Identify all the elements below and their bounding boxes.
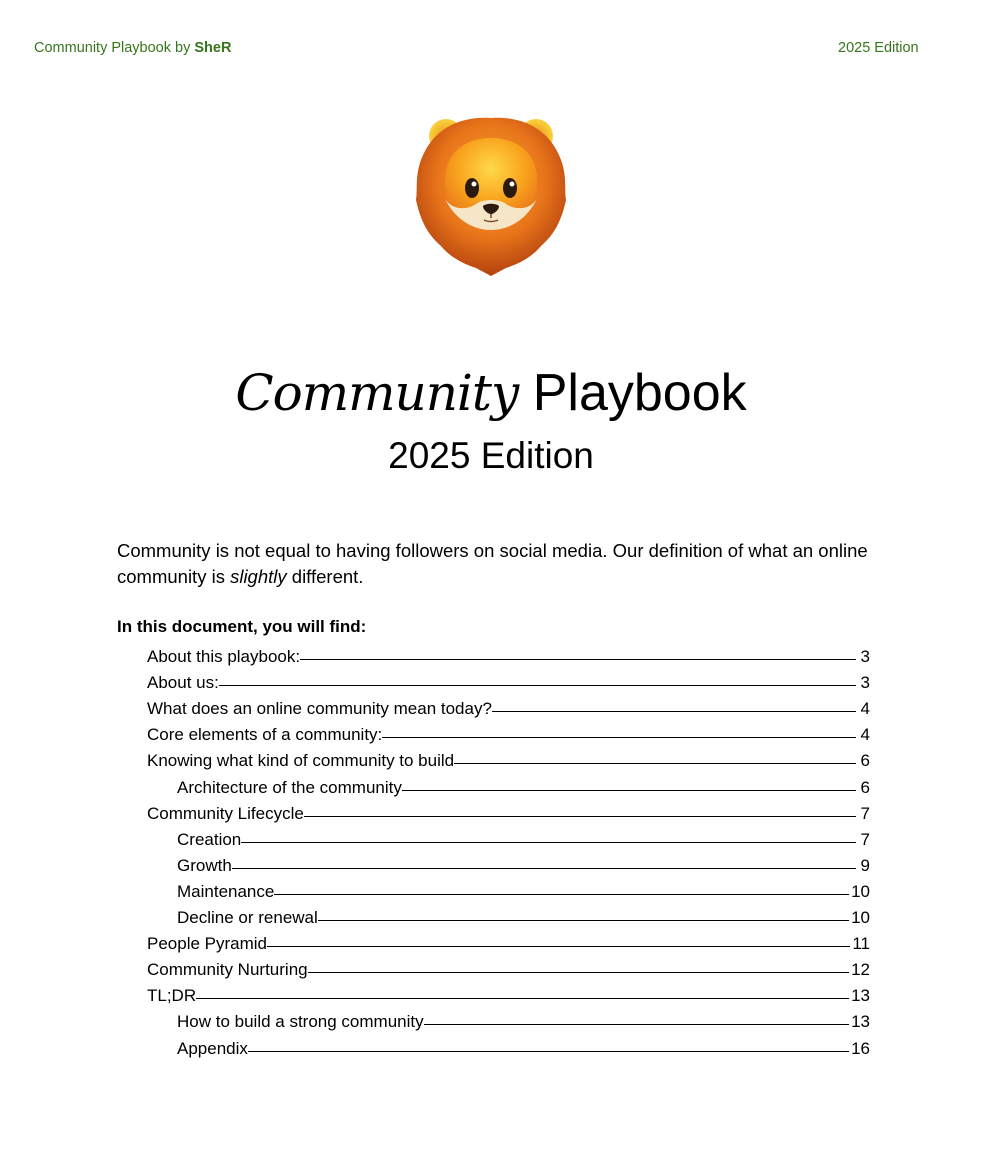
toc-entry-page-number: 9 — [860, 855, 870, 875]
toc-leader-line — [274, 894, 849, 895]
toc-entry[interactable] — [147, 670, 870, 696]
header-right: 2025 Edition — [838, 40, 919, 56]
toc-leader-line — [196, 998, 849, 999]
document-subtitle: 2025 Edition — [388, 435, 594, 476]
toc-entry-page-number: 7 — [860, 829, 870, 849]
title-plain-part: Playbook — [518, 364, 747, 422]
toc-leader-line — [232, 868, 856, 869]
toc-entry-page-number: 6 — [860, 751, 870, 771]
toc-leader-line — [300, 659, 856, 660]
header-brand: SheR — [194, 40, 232, 56]
toc-leader-line — [241, 842, 856, 843]
toc-leader-line — [492, 711, 856, 712]
toc-entry[interactable] — [177, 827, 870, 853]
toc-entry-label: Appendix — [177, 1038, 248, 1058]
toc-leader-line — [267, 946, 850, 947]
intro-paragraph — [117, 538, 877, 590]
toc-entry-label: Knowing what kind of community to build — [147, 751, 455, 771]
toc-entry-label: Growth — [177, 855, 232, 875]
toc-entry-page-number: 3 — [860, 673, 870, 693]
toc-entry-page-number: 11 — [852, 934, 870, 954]
toc-entry-label: How to build a strong community — [177, 1012, 424, 1032]
toc-entry-page-number: 4 — [860, 725, 870, 745]
toc-entry[interactable] — [177, 1036, 870, 1062]
toc-entry-page-number: 4 — [860, 699, 870, 719]
toc-entry-label: Decline or renewal — [177, 908, 318, 927]
title-italic-part: Community — [235, 364, 519, 422]
toc-entry-page-number: 12 — [851, 960, 870, 980]
toc-entry[interactable] — [147, 644, 870, 670]
toc-entry[interactable] — [177, 905, 870, 931]
toc-entry-page-number: 13 — [851, 1012, 870, 1032]
toc-entry[interactable] — [147, 931, 870, 957]
toc-leader-line — [304, 816, 856, 817]
lion-emoji-icon — [406, 108, 576, 280]
toc-entry-page-number: 16 — [851, 1038, 870, 1058]
document-title — [0, 358, 982, 428]
toc-leader-line — [308, 972, 849, 973]
toc-entry-label: About us: — [147, 673, 219, 693]
toc-heading: In this document, you will find: — [117, 617, 367, 636]
toc-entry-page-number: 3 — [860, 647, 870, 666]
toc-leader-line — [219, 685, 856, 686]
toc-leader-line — [402, 790, 856, 791]
intro-text-after: different. — [286, 566, 364, 587]
toc-entry-label: Architecture of the community — [177, 777, 402, 797]
toc-entry[interactable] — [147, 957, 870, 983]
intro-text-before: Community is not equal to having followers on social media. Our definition of what an online community is — [117, 540, 868, 587]
toc-entry-label: About this playbook: — [147, 647, 301, 666]
toc-entry-label: Creation — [177, 829, 242, 849]
toc-entry[interactable] — [177, 853, 870, 879]
toc-entry-page-number: 10 — [851, 881, 870, 901]
toc-leader-line — [382, 737, 856, 738]
toc-leader-line — [248, 1051, 849, 1052]
toc-entry-page-number: 6 — [860, 777, 870, 797]
toc-entry[interactable] — [147, 801, 870, 827]
toc-entry-page-number: 10 — [851, 908, 870, 927]
toc-entry[interactable] — [177, 775, 870, 801]
toc-entry-label: Core elements of a community: — [147, 725, 383, 745]
toc-entry-label: Community Nurturing — [147, 960, 308, 980]
toc-entry[interactable] — [147, 722, 870, 748]
header-left — [34, 40, 231, 56]
toc-entry-page-number: 7 — [860, 803, 870, 823]
toc-entry[interactable] — [147, 696, 870, 722]
toc-entry-page-number: 13 — [851, 986, 870, 1006]
header-left-prefix: Community Playbook by — [34, 40, 195, 56]
toc-entry[interactable] — [147, 983, 870, 1009]
toc-entry[interactable] — [177, 879, 870, 905]
toc-entry-label: Maintenance — [177, 881, 275, 901]
toc-leader-line — [454, 763, 856, 764]
toc-entry-label: Community Lifecycle — [147, 803, 304, 823]
toc-entry-label: People Pyramid — [147, 934, 268, 954]
toc-entry[interactable] — [147, 748, 870, 774]
toc-leader-line — [318, 920, 849, 921]
toc-leader-line — [424, 1024, 849, 1025]
intro-emphasis: slightly — [230, 566, 287, 587]
toc-entry-label: TL;DR — [147, 986, 197, 1006]
toc-entry-label: What does an online community mean today? — [147, 699, 492, 719]
toc-entry[interactable] — [177, 1009, 870, 1035]
